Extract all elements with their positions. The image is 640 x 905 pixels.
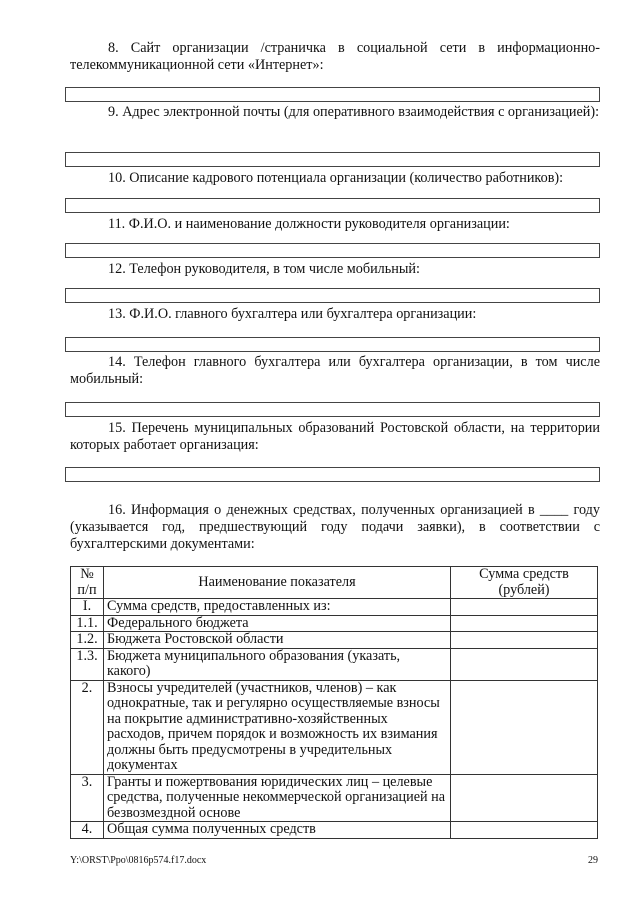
table-header-row [71, 567, 598, 599]
section-13-label: 13. Ф.И.О. главного бухгалтера или бухгалтера организации: [108, 306, 477, 322]
section-16-label: 16. Информация о денежных средствах, полученных организацией в ____ году (указывается год, предшествующий году подачи заявки), в соответствии с бухгалтерскими документами: [70, 502, 600, 552]
header-name: Наименование показателя [104, 567, 451, 599]
accountant-field[interactable] [65, 337, 600, 352]
row-num: 1.2. [71, 632, 104, 649]
table-row [71, 774, 598, 822]
section-12-label: 12. Телефон руководителя, в том числе мобильный: [108, 261, 420, 277]
row-sum-cell[interactable] [451, 632, 598, 649]
row-sum-cell[interactable] [451, 648, 598, 680]
header-sum: Сумма средств (рублей) [451, 567, 598, 599]
row-num: 1.1. [71, 615, 104, 632]
table-row [71, 632, 598, 649]
section-8-label: 8. Сайт организации /страничка в социальной сети в информационно-телекоммуникационной сети «Интернет»: [70, 40, 600, 73]
row-name: Бюджета Ростовской области [104, 632, 451, 649]
director-field[interactable] [65, 243, 600, 258]
row-name: Взносы учредителей (участников, членов) – как однократные, так и регулярно осуществляемые взносы на покрытие административно-хозяйственных расходов, причем порядок и возможность их взимания должны быть предусмотрены в учредительных документах [104, 680, 451, 774]
row-name: Сумма средств, предоставленных из: [104, 599, 451, 616]
section-14-label: 14. Телефон главного бухгалтера или бухгалтера организации, в том числе мобильный: [70, 354, 600, 387]
section-11-label: 11. Ф.И.О. и наименование должности руководителя организации: [108, 216, 510, 232]
row-num: 2. [71, 680, 104, 774]
email-field[interactable] [65, 152, 600, 167]
funds-table [70, 566, 598, 839]
row-num: 4. [71, 822, 104, 839]
row-sum-cell[interactable] [451, 680, 598, 774]
row-name: Общая сумма полученных средств [104, 822, 451, 839]
section-10-label: 10. Описание кадрового потенциала организации (количество работников): [108, 170, 564, 186]
director-phone-field[interactable] [65, 288, 600, 303]
page-number: 29 [588, 855, 598, 866]
staff-potential-field[interactable] [65, 198, 600, 213]
row-sum-cell[interactable] [451, 822, 598, 839]
row-sum-cell[interactable] [451, 774, 598, 822]
table-row [71, 648, 598, 680]
table-row [71, 615, 598, 632]
header-num: № п/п [71, 567, 104, 599]
row-num: I. [71, 599, 104, 616]
row-num: 3. [71, 774, 104, 822]
section-9-label: 9. Адрес электронной почты (для оперативного взаимодействия с организацией): [108, 104, 600, 120]
footer-file-path: Y:\ORST\Ppo\0816p574.f17.docx [70, 855, 207, 866]
section-15-label: 15. Перечень муниципальных образований Ростовской области, на территории которых работает организация: [70, 420, 600, 453]
website-field[interactable] [65, 87, 600, 102]
table-row [71, 680, 598, 774]
municipalities-field[interactable] [65, 467, 600, 482]
table-row [71, 599, 598, 616]
row-sum-cell[interactable] [451, 615, 598, 632]
row-name: Бюджета муниципального образования (указать, какого) [104, 648, 451, 680]
accountant-phone-field[interactable] [65, 402, 600, 417]
page-footer [70, 855, 598, 866]
row-name: Федерального бюджета [104, 615, 451, 632]
table-row [71, 822, 598, 839]
row-name: Гранты и пожертвования юридических лиц – целевые средства, полученные некоммерческой организацией на безвозмездной основе [104, 774, 451, 822]
row-num: 1.3. [71, 648, 104, 680]
row-sum-cell[interactable] [451, 599, 598, 616]
